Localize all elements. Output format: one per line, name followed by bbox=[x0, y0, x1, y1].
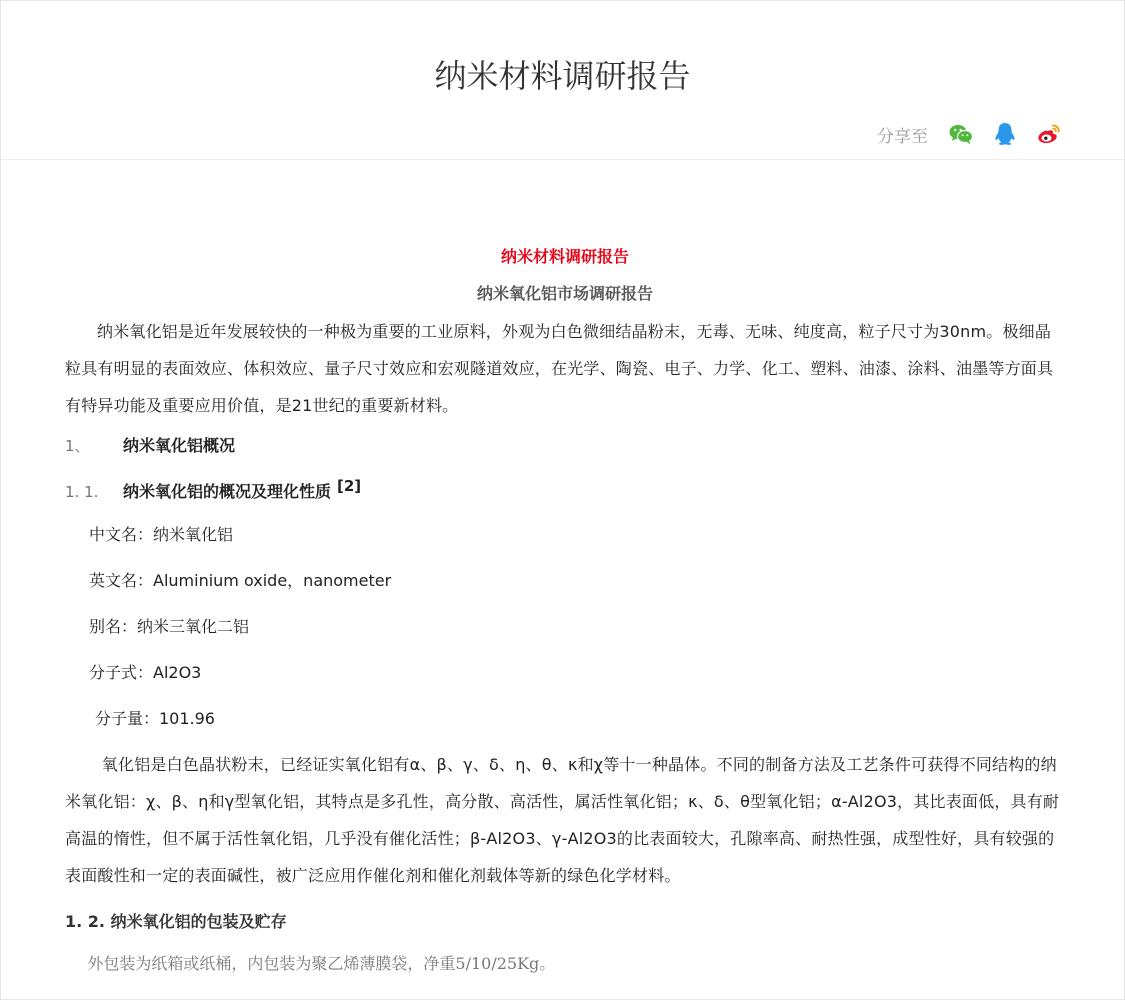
section-heading-1-2: 1. 2. 纳米氧化铝的包装及贮存 bbox=[65, 912, 287, 931]
page-title: 纳米材料调研报告 bbox=[434, 57, 691, 95]
qq-icon[interactable] bbox=[992, 121, 1018, 147]
packaging-paragraph: 外包装为纸箱或纸桶，内包装为聚乙烯薄膜袋，净重5/10/25Kg。 bbox=[87, 954, 556, 973]
intro-paragraph: 纳米氧化铝是近年发展较快的一种极为重要的工业原料，外观为白色微细结晶粉末，无毒、无味、纯度高，粒子尺寸为30nm。极细晶粒具有明显的表面效应、体积效应、量子尺寸效应和宏观隧道效应，在光学、陶瓷、电子、力学、化工、塑料、油漆、涂料、油墨等方面具有特异功能及重要应用价值，是21世纪的重要新材料。 bbox=[65, 322, 1054, 415]
article-body bbox=[65, 239, 1065, 986]
section-heading-1 bbox=[65, 426, 1065, 466]
document-title: 纳米材料调研报告 bbox=[500, 247, 629, 266]
section-number: 1、 bbox=[65, 437, 90, 455]
property-english-name: 英文名：Aluminium oxide，nanometer bbox=[89, 571, 392, 590]
property-alias: 别名：纳米三氧化二铝 bbox=[89, 617, 250, 636]
article-header bbox=[1, 1, 1124, 160]
share-label: 分享至 bbox=[877, 126, 928, 147]
reference-marker[interactable]: [2] bbox=[337, 477, 362, 495]
property-molecular-weight: 分子量：101.96 bbox=[95, 709, 215, 728]
section-title: 纳米氧化铝概况 bbox=[123, 436, 236, 455]
property-formula: 分子式：Al2O3 bbox=[89, 663, 202, 682]
section-title: 纳米氧化铝的概况及理化性质 bbox=[123, 482, 332, 501]
property-chinese-name: 中文名：纳米氧化铝 bbox=[89, 525, 234, 544]
section-number: 1. 1. bbox=[65, 483, 99, 501]
share-bar bbox=[877, 121, 1062, 147]
description-paragraph: 氧化铝是白色晶状粉末，已经证实氧化铝有α、β、γ、δ、η、θ、κ和χ等十一种晶体。不同的制备方法及工艺条件可获得不同结构的纳米氧化铝：χ、β、η和γ型氧化铝，其特点是多孔性，高分散、高活性，属活性氧化铝；κ、δ、θ型氧化铝；α-Al2O3，其比表面低，具有耐高温的惰性，但不属于活性氧化铝，几乎没有催化活性；β-Al2O3、γ-Al2O3的比表面较大，孔隙率高、耐热性强，成型性好，具有较强的表面酸性和一定的表面碱性，被广泛应用作催化剂和催化剂载体等新的绿色化学材料。 bbox=[65, 755, 1060, 885]
weibo-icon[interactable] bbox=[1036, 121, 1062, 147]
wechat-icon[interactable] bbox=[948, 121, 974, 147]
section-heading-1-1 bbox=[65, 472, 1065, 512]
document-subtitle: 纳米氧化铝市场调研报告 bbox=[476, 284, 653, 303]
